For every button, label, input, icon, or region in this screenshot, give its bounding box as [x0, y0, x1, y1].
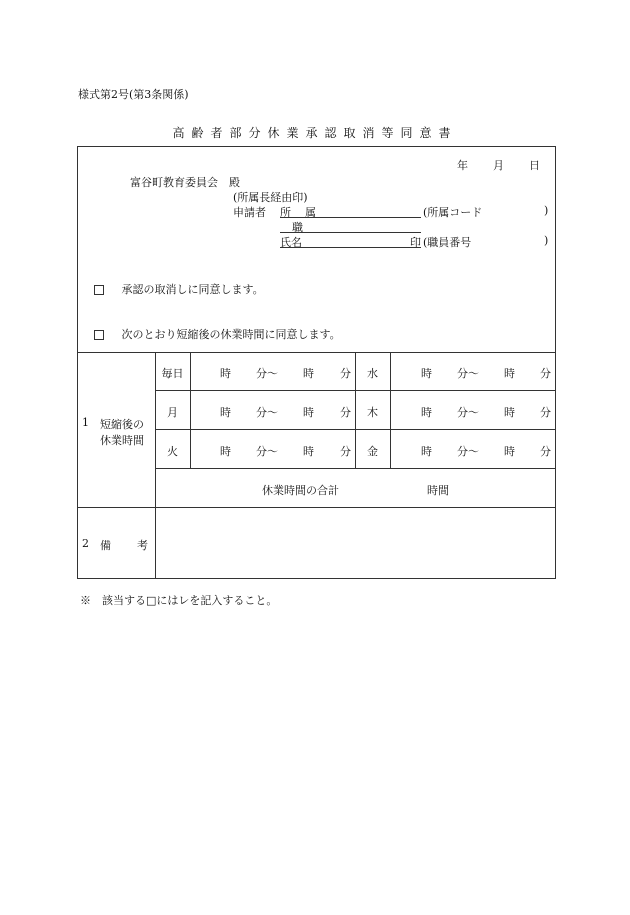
option-cancel-approval-label: 承認の取消しに同意します。 — [121, 283, 264, 296]
row3-right-end-minute[interactable]: 分 — [540, 445, 551, 458]
option-shortened-time[interactable] — [94, 326, 341, 342]
form-number: 様式第2号(第3条関係) — [78, 88, 189, 101]
checkbox-shortened-time[interactable] — [94, 330, 104, 340]
row3-left-start-minute[interactable]: 分〜 — [256, 445, 278, 458]
affiliation-code-close: ) — [544, 204, 549, 217]
row2-right-end-hour[interactable]: 時 — [504, 406, 515, 419]
name-underline — [280, 247, 421, 248]
staff-number-close: ) — [544, 234, 549, 247]
day-right-column-border — [390, 352, 391, 468]
row1-right-start-hour[interactable]: 時 — [421, 367, 432, 380]
date-year: 年 — [457, 159, 468, 172]
row1-right-end-minute[interactable]: 分 — [540, 367, 551, 380]
section1-top-border — [77, 352, 556, 353]
row1-day-right: 水 — [367, 367, 378, 380]
row3-left-end-hour[interactable]: 時 — [303, 445, 314, 458]
section1-number: 1 — [82, 416, 89, 429]
row2-right-start-minute[interactable]: 分〜 — [457, 406, 479, 419]
row1-left-end-minute[interactable]: 分 — [340, 367, 351, 380]
via-head-note: (所属長経由印) — [233, 191, 308, 204]
staff-number-label[interactable]: (職員番号 — [423, 236, 472, 249]
row2-left-start-hour[interactable]: 時 — [220, 406, 231, 419]
row1-right-end-hour[interactable]: 時 — [504, 367, 515, 380]
date-month: 月 — [493, 159, 504, 172]
position-label[interactable]: 職 — [292, 221, 303, 234]
row2-left-end-minute[interactable]: 分 — [340, 406, 351, 419]
row2-day-left: 月 — [167, 406, 178, 419]
footnote: ※ 該当する□にはレを記入すること。 — [80, 594, 278, 607]
affiliation-underline — [280, 217, 421, 218]
seal-mark: 印 — [410, 236, 421, 249]
section1-label-line2: 休業時間 — [100, 434, 144, 447]
section1-label-line1: 短縮後の — [100, 418, 144, 431]
option-shortened-time-label: 次のとおり短縮後の休業時間に同意します。 — [121, 328, 341, 341]
row2-left-end-hour[interactable]: 時 — [303, 406, 314, 419]
addressee: 富谷町教育委員会 殿 — [130, 176, 240, 189]
affiliation-label-text: 所 属 — [280, 206, 316, 219]
row3-day-right: 金 — [367, 445, 378, 458]
row3-bottom-border — [155, 468, 556, 469]
row2-day-right: 木 — [367, 406, 378, 419]
row3-left-end-minute[interactable]: 分 — [340, 445, 351, 458]
remarks-field[interactable] — [156, 508, 555, 578]
row2-right-end-minute[interactable]: 分 — [540, 406, 551, 419]
affiliation-code-label[interactable]: (所属コード — [423, 206, 483, 219]
row1-day-left: 毎日 — [161, 367, 184, 380]
row3-right-start-hour[interactable]: 時 — [421, 445, 432, 458]
total-time-label: 休業時間の合計 — [262, 484, 339, 497]
date-day: 日 — [529, 159, 540, 172]
row1-left-start-hour[interactable]: 時 — [220, 367, 231, 380]
row1-left-end-hour[interactable]: 時 — [303, 367, 314, 380]
applicant-label: 申請者 — [233, 206, 266, 219]
total-time-unit[interactable]: 時間 — [427, 484, 449, 497]
remarks-label — [100, 537, 148, 553]
row3-right-end-hour[interactable]: 時 — [504, 445, 515, 458]
row1-left-start-minute[interactable]: 分〜 — [256, 367, 278, 380]
row3-left-start-hour[interactable]: 時 — [220, 445, 231, 458]
document-title: 高齢者部分休業承認取消等同意書 — [172, 126, 458, 140]
name-label-text: 氏名 — [280, 236, 302, 249]
section2-number: 2 — [82, 537, 89, 550]
option-cancel-approval[interactable] — [94, 281, 264, 297]
checkbox-cancel-approval[interactable] — [94, 285, 104, 295]
position-underline — [280, 232, 421, 233]
remarks-label-text: 備 考 — [100, 539, 148, 552]
day-left-column-border — [190, 352, 191, 468]
row2-right-start-hour[interactable]: 時 — [421, 406, 432, 419]
row3-right-start-minute[interactable]: 分〜 — [457, 445, 479, 458]
row2-left-start-minute[interactable]: 分〜 — [256, 406, 278, 419]
row1-right-start-minute[interactable]: 分〜 — [457, 367, 479, 380]
row3-day-left: 火 — [167, 445, 178, 458]
